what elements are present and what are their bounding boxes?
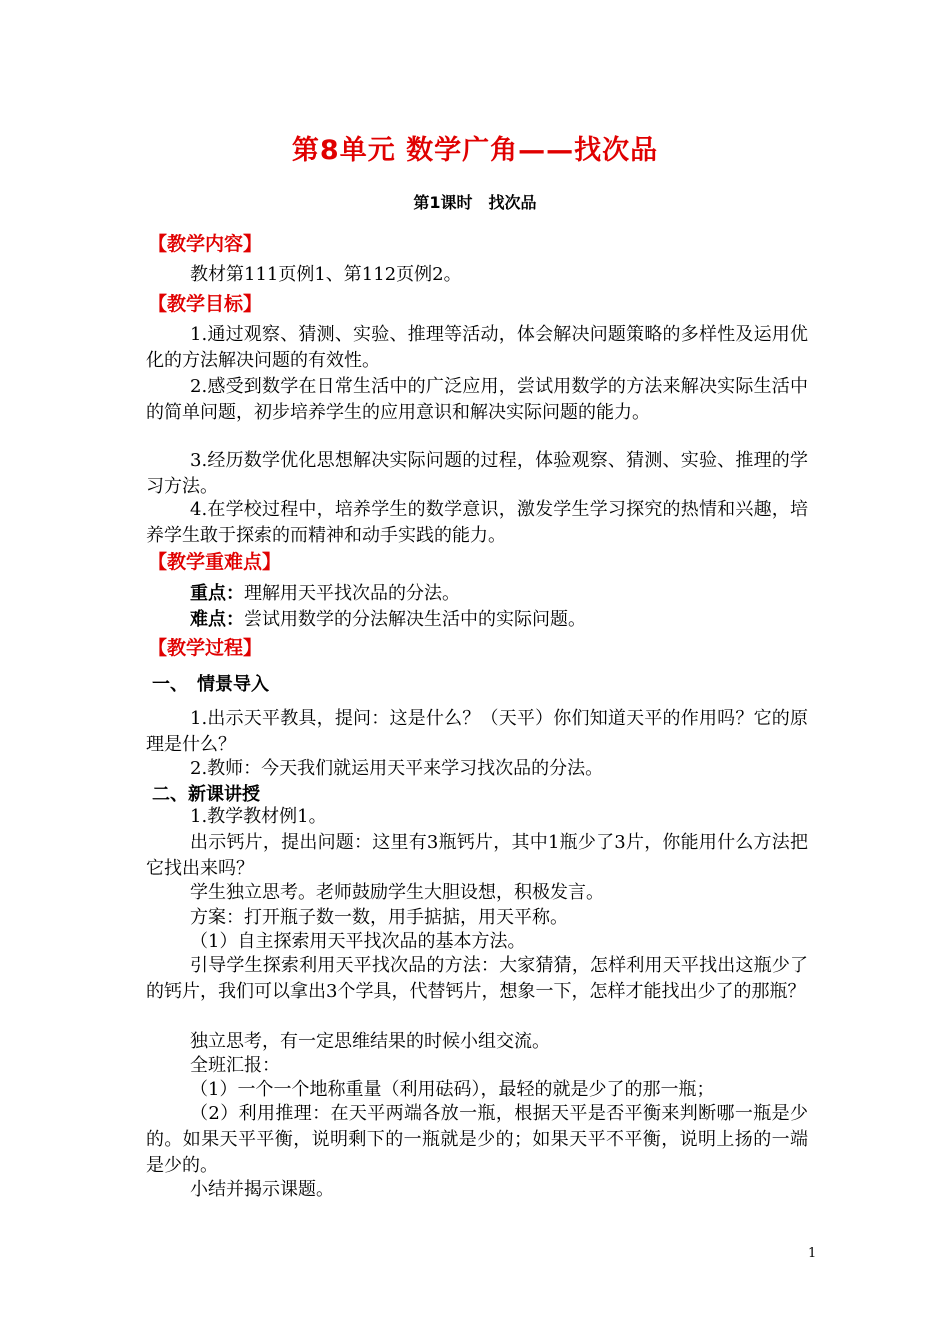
page-number: 1 [808, 1246, 817, 1261]
paragraph: （1）自主探索用天平找次品的基本方法。 [190, 931, 526, 952]
paragraph: 全班汇报： [190, 1055, 280, 1076]
paragraph: 1.出示天平教具，提问：这是什么？（天平）你们知道天平的作用吗？它的原理是什么？ [146, 708, 808, 755]
paragraph: 4.在学校过程中，培养学生的数学意识，激发学生学习探究的热情和兴趣，培养学生敢于探索的而精神和动手实践的能力。 [146, 499, 808, 546]
heading-goals: 【教学目标】 [148, 293, 263, 315]
key-point-text: 理解用天平找次品的分法。 [244, 583, 460, 604]
paragraph: 3.经历数学优化思想解决实际问题的过程，体验观察、猜测、实验、推理的学习方法。 [146, 450, 808, 497]
paragraph: 学生独立思考。老师鼓励学生大胆设想，积极发言。 [190, 882, 604, 903]
paragraph: 教材第111页例1、第112页例2。 [190, 264, 462, 285]
heading-key-points: 【教学重难点】 [148, 551, 282, 573]
document-title: 第8单元 数学广角——找次品 [291, 135, 659, 166]
paragraph: 1.教学教材例1。 [190, 806, 327, 827]
paragraph: 出示钙片，提出问题：这里有3瓶钙片，其中1瓶少了3片，你能用什么方法把它找出来吗？ [146, 832, 808, 879]
paragraph: 2.教师：今天我们就运用天平来学习找次品的分法。 [190, 758, 604, 779]
heading-process: 【教学过程】 [148, 637, 263, 659]
paragraph: 小结并揭示课题。 [190, 1179, 334, 1200]
paragraph: （1）一个一个地称重量（利用砝码），最轻的就是少了的那一瓶； [190, 1079, 715, 1100]
part-title: 二、新课讲授 [152, 784, 260, 805]
difficulty-label: 难点： [190, 609, 244, 630]
lesson-subtitle: 第1课时 找次品 [413, 193, 537, 212]
difficulty-line [146, 607, 808, 633]
difficulty-text: 尝试用数学的分法解决生活中的实际问题。 [244, 609, 586, 630]
part-title: 一、 情景导入 [152, 674, 269, 695]
key-point-line [146, 581, 808, 607]
paragraph: 2.感受到数学在日常生活中的广泛应用，尝试用数学的方法来解决实际生活中的简单问题，初步培养学生的应用意识和解决实际问题的能力。 [146, 376, 808, 423]
paragraph: 方案：打开瓶子数一数，用手掂掂，用天平称。 [190, 907, 568, 928]
paragraph: 引导学生探索利用天平找次品的方法：大家猜猜，怎样利用天平找出这瓶少了的钙片，我们可以拿出3个学具，代替钙片，想象一下，怎样才能找出少了的那瓶？ [146, 955, 808, 1002]
paragraph: （2）利用推理：在天平两端各放一瓶，根据天平是否平衡来判断哪一瓶是少的。如果天平平衡，说明剩下的一瓶就是少的；如果天平不平衡，说明上扬的一端是少的。 [146, 1103, 808, 1176]
heading-content: 【教学内容】 [148, 233, 263, 255]
key-point-label: 重点： [190, 583, 244, 604]
paragraph: 1.通过观察、猜测、实验、推理等活动，体会解决问题策略的多样性及运用优化的方法解决问题的有效性。 [146, 324, 808, 371]
paragraph: 独立思考，有一定思维结果的时候小组交流。 [190, 1031, 550, 1052]
